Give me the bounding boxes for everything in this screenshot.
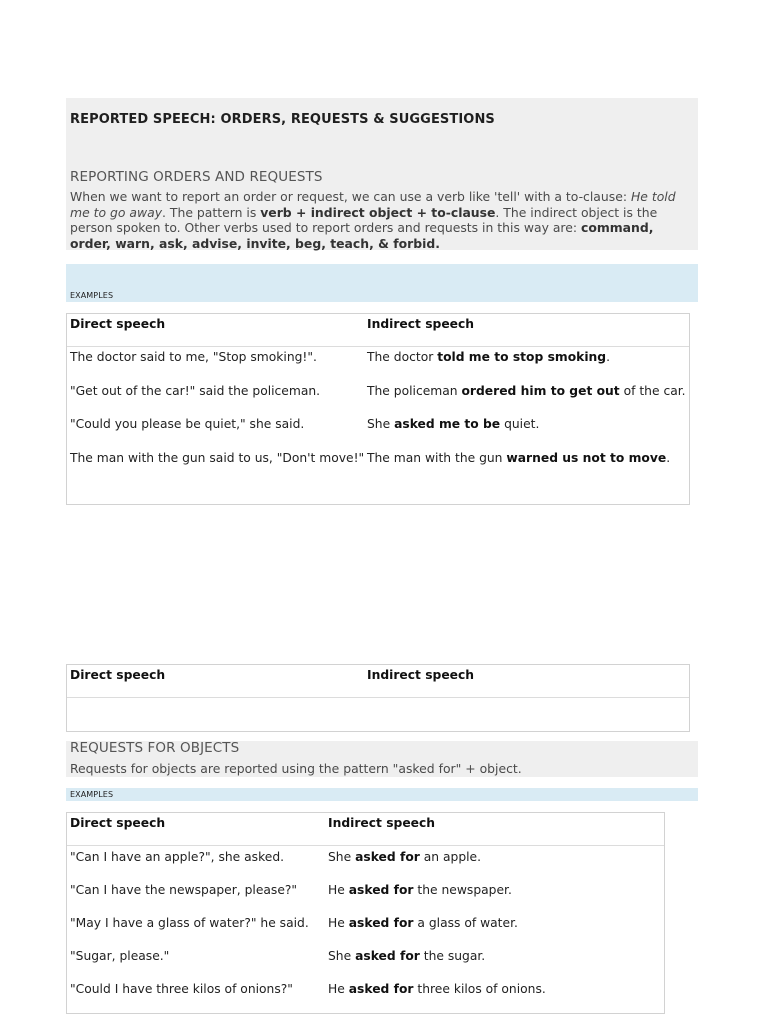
column-header-direct: Direct speech (70, 816, 166, 830)
examples-bar (66, 788, 698, 801)
orders-examples-table (66, 313, 690, 505)
indirect-speech-cell: He asked for the newspaper. (328, 883, 512, 897)
column-header-indirect: Indirect speech (367, 317, 475, 331)
indirect-speech-cell: He asked for three kilos of onions. (328, 982, 546, 996)
direct-speech-cell: The doctor said to me, "Stop smoking!". (70, 350, 317, 364)
direct-speech-cell: "Can I have an apple?", she asked. (70, 850, 285, 864)
column-header-direct: Direct speech (70, 668, 166, 682)
direct-speech-cell: "Could I have three kilos of onions?" (70, 982, 293, 996)
table-header-divider (67, 697, 689, 698)
direct-speech-cell: "Can I have the newspaper, please?" (70, 883, 298, 897)
requests-paragraph: Requests for objects are reported using the pattern "asked for" + object. (70, 761, 522, 776)
indirect-speech-cell: She asked for the sugar. (328, 949, 486, 963)
column-header-indirect: Indirect speech (328, 816, 436, 830)
indirect-speech-cell: She asked for an apple. (328, 850, 482, 864)
examples-label: EXAMPLES (70, 291, 114, 300)
indirect-speech-cell: He asked for a glass of water. (328, 916, 518, 930)
column-header-direct: Direct speech (70, 317, 166, 331)
direct-speech-cell: The man with the gun said to us, "Don't move!" (70, 451, 365, 465)
indirect-speech-cell: The man with the gun warned us not to move. (367, 451, 671, 465)
direct-speech-cell: "Get out of the car!" said the policeman. (70, 384, 321, 398)
intro-paragraph: When we want to report an order or request, we can use a verb like 'tell' with a to-clause: He told me to go away. The pattern is verb + indirect object + to-clause. The indirect object is the person spoken to. Other verbs used to report orders and requests in this way are: command, order, warn, ask, advise, invite, beg, teach, & forbid. (70, 189, 676, 251)
indirect-speech-cell: She asked me to be quiet. (367, 417, 540, 431)
direct-speech-cell: "May I have a glass of water?" he said. (70, 916, 309, 930)
section-heading-objects: REQUESTS FOR OBJECTS (70, 740, 240, 756)
page-title: REPORTED SPEECH: ORDERS, REQUESTS & SUGGESTIONS (70, 112, 495, 127)
examples-label: EXAMPLES (70, 790, 114, 799)
indirect-speech-cell: The policeman ordered him to get out of the car. (367, 384, 686, 398)
table-header-divider (67, 346, 689, 347)
indirect-speech-cell: The doctor told me to stop smoking. (367, 350, 611, 364)
section-heading-orders: REPORTING ORDERS AND REQUESTS (70, 169, 323, 185)
examples-bar (66, 264, 698, 302)
column-header-indirect: Indirect speech (367, 668, 475, 682)
direct-speech-cell: "Could you please be quiet," she said. (70, 417, 305, 431)
table-header-divider (67, 845, 664, 846)
direct-speech-cell: "Sugar, please." (70, 949, 170, 963)
